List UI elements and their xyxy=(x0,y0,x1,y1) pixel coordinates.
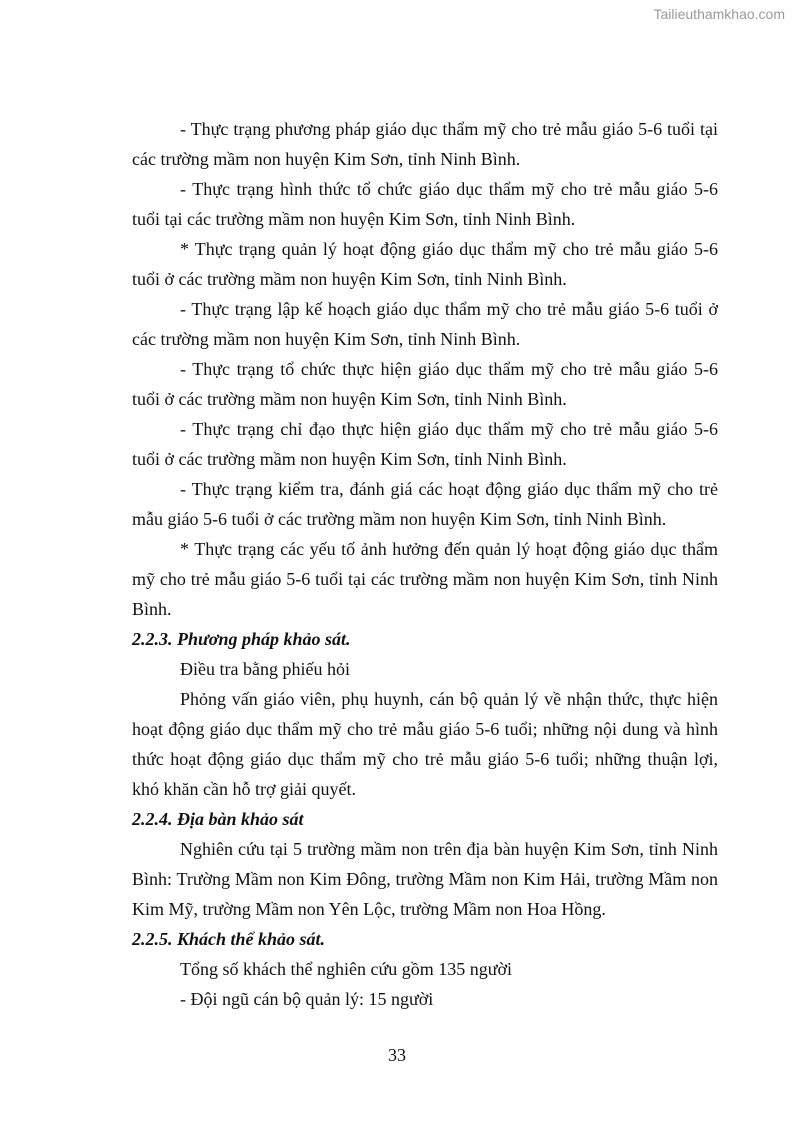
page-content xyxy=(132,114,718,1014)
section-heading-2-2-3: 2.2.3. Phương pháp khảo sát. xyxy=(132,629,351,649)
section-heading-2-2-5: 2.2.5. Khách thể khảo sát. xyxy=(132,929,326,949)
paragraph-4: - Thực trạng lập kế hoạch giáo dục thẩm mỹ cho trẻ mẫu giáo 5-6 tuổi ở các trường mầm non huyện Kim Sơn, tỉnh Ninh Bình. xyxy=(132,299,718,349)
subjects-managers-line: - Đội ngũ cán bộ quản lý: 15 người xyxy=(180,989,434,1009)
paragraph-6: - Thực trạng chỉ đạo thực hiện giáo dục thẩm mỹ cho trẻ mẫu giáo 5-6 tuổi ở các trường mầm non huyện Kim Sơn, tỉnh Ninh Bình. xyxy=(132,419,718,469)
paragraph-3: * Thực trạng quản lý hoạt động giáo dục thẩm mỹ cho trẻ mẫu giáo 5-6 tuổi ở các trường mầm non huyện Kim Sơn, tỉnh Ninh Bình. xyxy=(132,239,718,289)
section-heading-2-2-4: 2.2.4. Địa bàn khảo sát xyxy=(132,809,304,829)
watermark-text: Tailieuthamkhao.com xyxy=(653,6,785,22)
paragraph-5: - Thực trạng tổ chức thực hiện giáo dục thẩm mỹ cho trẻ mẫu giáo 5-6 tuổi ở các trường mầm non huyện Kim Sơn, tỉnh Ninh Bình. xyxy=(132,359,718,409)
paragraph-8: * Thực trạng các yếu tố ảnh hưởng đến quản lý hoạt động giáo dục thẩm mỹ cho trẻ mẫu giáo 5-6 tuổi tại các trường mầm non huyện Kim Sơn, tỉnh Ninh Bình. xyxy=(132,539,718,619)
subjects-total-line: Tổng số khách thể nghiên cứu gồm 135 người xyxy=(180,959,512,979)
survey-method-line: Điều tra bằng phiếu hỏi xyxy=(180,659,350,679)
paragraph-7: - Thực trạng kiểm tra, đánh giá các hoạt động giáo dục thẩm mỹ cho trẻ mẫu giáo 5-6 tuổi ở các trường mầm non huyện Kim Sơn, tỉnh Ninh Bình. xyxy=(132,479,718,529)
survey-area-paragraph: Nghiên cứu tại 5 trường mầm non trên địa bàn huyện Kim Sơn, tỉnh Ninh Bình: Trường Mầm non Kim Đông, trường Mầm non Kim Hải, trường Mầm non Kim Mỹ, trường Mầm non Yên Lộc, trường Mầm non Hoa Hồng. xyxy=(132,839,718,919)
paragraph-2: - Thực trạng hình thức tổ chức giáo dục thẩm mỹ cho trẻ mẫu giáo 5-6 tuổi tại các trường mầm non huyện Kim Sơn, tỉnh Ninh Bình. xyxy=(132,179,718,229)
page-number: 33 xyxy=(388,1045,406,1065)
survey-method-paragraph: Phỏng vấn giáo viên, phụ huynh, cán bộ quản lý về nhận thức, thực hiện hoạt động giáo dục thẩm mỹ cho trẻ mẫu giáo 5-6 tuổi; những nội dung và hình thức hoạt động giáo dục thẩm mỹ cho trẻ mẫu giáo 5-6 tuổi; những thuận lợi, khó khăn cần hỗ trợ giải quyết. xyxy=(132,689,718,799)
paragraph-1: - Thực trạng phương pháp giáo dục thẩm mỹ cho trẻ mẫu giáo 5-6 tuổi tại các trường mầm non huyện Kim Sơn, tỉnh Ninh Bình. xyxy=(132,119,718,169)
